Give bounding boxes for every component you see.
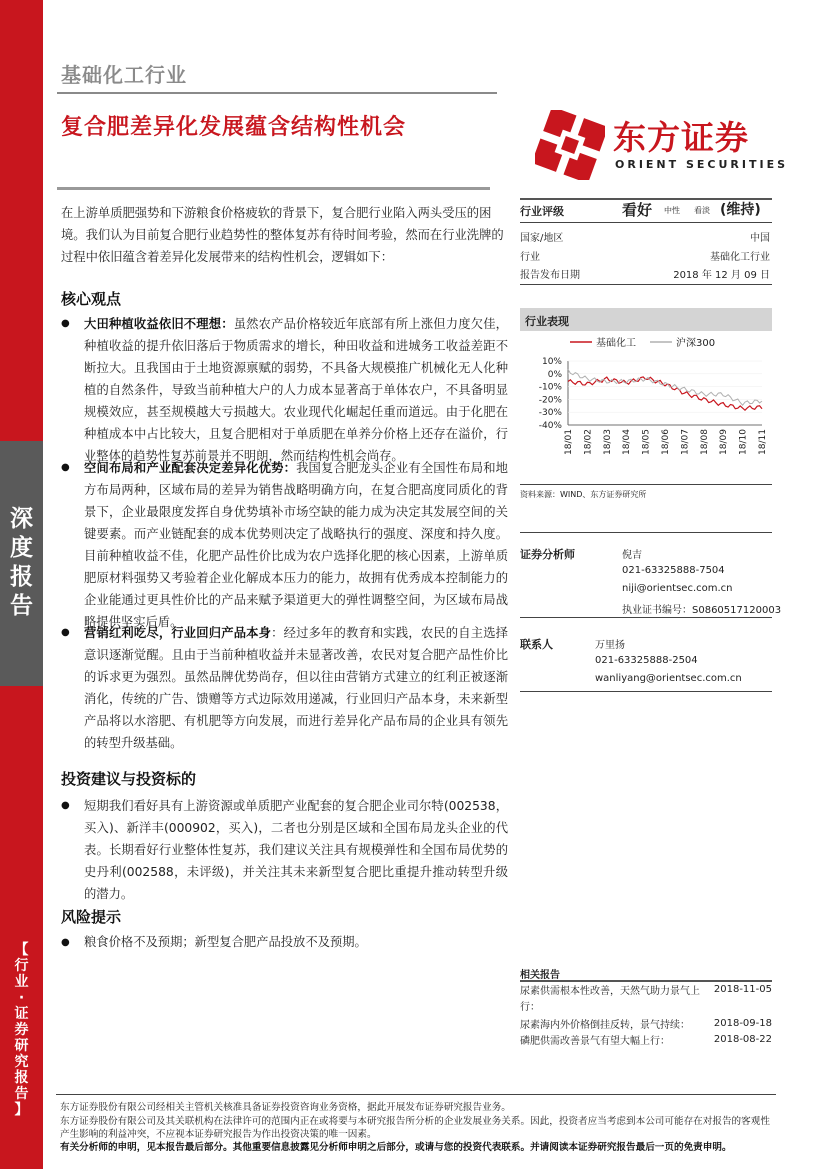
contact-phone: 021-63325888-2504 (595, 655, 698, 666)
header-divider (57, 92, 497, 94)
x-tick-label: 18/07 (680, 429, 691, 455)
industry-label: 行业 (520, 252, 540, 263)
related-report-date: 2018-08-22 (713, 1034, 772, 1045)
core-view-1-text: 虽然农产品价格较近年底部有所上涨但力度欠佳，种植收益的提升依旧落后于物质需求的增长，种田收益和进城务工收益差距不断拉大。且我国由于土地资源禀赋的弱势，不具备大规模推广机械化无人化种植的自然条件，导致当前种植大户的人力成本显著高于单体农户，不具备明显规模效应，甚至规模越大亏损越大。农业现代化崛起任重而道远。由于化肥在种植成本中占比较大，且复合肥相对于单质肥在单养分价格上还存在溢价，行业整体的趋势性复苏前景并不明朗，然而结构性机会尚存。 (84, 317, 508, 463)
industry-name: 基础化工行业 (61, 63, 187, 87)
x-tick-label: 18/10 (738, 429, 749, 455)
core-view-item-2 (84, 457, 508, 633)
core-view-item-1 (84, 313, 508, 467)
bullet-icon: ● (61, 800, 70, 811)
logo-text-en: ORIENT SECURITIES (615, 158, 789, 171)
performance-heading: 行业表现 (525, 315, 569, 328)
rating-bottom-rule (520, 222, 772, 223)
related-report-item[interactable] (520, 1034, 772, 1050)
country-value: 中国 (750, 233, 770, 244)
logo-text-cn: 东方证券 (613, 118, 749, 157)
investment-text: 短期我们看好具有上游资源或单质肥产业配套的复合肥企业司尔特(002538，买入)、新洋丰(000902，买入)，二者也分别是区域和全国布局龙头企业的代表。长期看好行业整体性复苏，我们建议关注具有规模弹性和全国布局优势的史丹利(002588，未评级)，并关注其未来新型复合肥比重提升推动转型升级的潜力。 (84, 799, 508, 901)
chart-grid (568, 361, 762, 425)
analyst-label: 证券分析师 (520, 548, 575, 561)
rating-bearish: 看淡 (694, 206, 710, 215)
chart-x-axis (564, 425, 768, 455)
contact-bottom-rule (520, 691, 772, 692)
analyst-top-rule (520, 532, 772, 533)
x-tick-label: 18/04 (622, 429, 633, 455)
analyst-bottom-rule (520, 617, 772, 618)
rating-status: (维持) (720, 202, 761, 218)
series-line (568, 369, 762, 405)
core-view-item-3 (84, 622, 508, 754)
related-heading: 相关报告 (520, 970, 560, 981)
date-label: 报告发布日期 (520, 270, 580, 281)
y-tick-label: -40% (538, 421, 562, 431)
footer-line-4: 有关分析师的申明，见本报告最后部分。其他重要信息披露见分析师申明之后部分，或请与您的投资代表联系。并请阅读本证券研究报告最后一页的免责申明。 (60, 1142, 732, 1153)
footer-line-1: 东方证券股份有限公司经相关主管机关核准具备证券投资咨询业务资格，据此开展发布证券研究报告业务。 (60, 1102, 511, 1113)
related-report-title: 磷肥供需改善景气有望大幅上行： (520, 1036, 670, 1047)
industry-value: 基础化工行业 (710, 252, 770, 263)
risk-heading: 风险提示 (61, 908, 122, 926)
contact-email[interactable]: wanliyang@orientsec.com.cn (595, 673, 742, 684)
title-divider (57, 187, 490, 190)
footer-line-3: 产生影响的利益冲突，不应视本证券研究报告为作出投资决策的唯一因素。 (60, 1129, 377, 1140)
y-tick-label: 10% (541, 357, 562, 367)
rating-neutral: 中性 (664, 206, 680, 215)
analyst-phone: 021-63325888-7504 (622, 565, 725, 576)
logo-mark-icon (535, 110, 605, 180)
y-tick-label: 0% (547, 369, 562, 380)
analyst-license: 执业证书编号：S0860517120003 (622, 605, 782, 616)
bullet-icon: ● (61, 318, 70, 329)
contact-label: 联系人 (520, 638, 553, 651)
chart-source: 资料来源：WIND、东方证券研究所 (520, 490, 647, 499)
rating-label: 行业评级 (520, 205, 564, 218)
chart-y-axis (539, 357, 568, 431)
x-tick-label: 18/03 (602, 429, 613, 455)
legend-label: 基础化工 (596, 338, 636, 349)
bullet-icon: ● (61, 627, 70, 638)
chart-bottom-rule (520, 484, 772, 485)
performance-chart (520, 333, 772, 483)
x-tick-label: 18/06 (661, 429, 671, 455)
bullet-icon: ● (61, 462, 70, 473)
rating-value: 看好 (622, 201, 653, 219)
country-label: 国家/地区 (520, 233, 564, 244)
x-tick-label: 18/08 (699, 429, 710, 455)
related-report-item[interactable] (520, 1018, 772, 1034)
y-tick-label: -10% (538, 382, 562, 393)
x-tick-label: 18/11 (758, 429, 768, 455)
bullet-icon: ● (61, 937, 70, 948)
x-tick-label: 18/01 (564, 429, 574, 455)
core-view-3-title: 营销红利吃尽，行业回归产品本身 (84, 626, 272, 640)
side-label-deep-report: 深 度 报 告 (10, 506, 33, 619)
y-tick-label: -20% (538, 395, 562, 406)
legend-label: 沪深300 (676, 338, 716, 349)
core-views-heading: 核心观点 (61, 290, 122, 308)
related-report-date: 2018-09-18 (713, 1018, 772, 1029)
core-view-2-title: 空间布局和产业配套决定差异化优势： (84, 461, 297, 475)
related-report-date: 2018-11-05 (713, 984, 772, 995)
core-view-1-title: 大田种植收益依旧不理想： (84, 317, 234, 331)
analyst-name: 倪吉 (622, 550, 642, 561)
summary-paragraph: 在上游单质肥强势和下游粮食价格疲软的背景下，复合肥行业陷入两头受压的困境。我们认为目前复合肥行业趋势性的整体复苏有待时间考验，然而在行业洗牌的过程中依旧蕴含着差异化发展带来的结构性机会，逻辑如下： (61, 206, 504, 264)
chart-series (568, 369, 762, 410)
footer-divider (56, 1094, 776, 1095)
x-tick-label: 18/09 (719, 429, 730, 455)
side-label-report-type: 【 行 业 · 证 券 研 究 报 告 】 (14, 942, 29, 1118)
x-tick-label: 18/02 (583, 429, 594, 455)
related-report-title: 尿素海内外价格倒挂反转，景气持续： (520, 1020, 690, 1031)
related-report-item[interactable] (520, 984, 772, 1016)
x-tick-label: 18/05 (641, 429, 652, 455)
investment-heading: 投资建议与投资标的 (61, 770, 197, 788)
date-value: 2018 年 12 月 09 日 (673, 270, 770, 281)
footer-line-2: 东方证券股份有限公司及其关联机构在法律许可的范围内正在或将要与本研究报告所分析的企业发展业务关系。因此，投资者应当考虑到本公司可能存在对报告的客观性 (60, 1116, 770, 1127)
contact-name: 万里扬 (595, 640, 625, 651)
core-view-3-text: ：经过多年的教育和实践，农民的自主选择意识逐渐觉醒。且由于当前种植收益并未显著改善，农民对复合肥产品性价比的诉求更为强烈。虽然品牌优势尚存，但以往由营销方式建立的红利正被逐渐消化，传统的广告、馈赠等方式边际效用递减，行业回归产品本身，未来新型产品将以水溶肥、有机肥等方向发展，而进行差异化产品布局的企业具有领先的转型升级基础。 (84, 626, 508, 750)
meta-bottom-rule (520, 284, 772, 285)
related-header (520, 963, 772, 982)
related-report-title: 尿素供需根本性改善，天然气助力景气上行： (520, 986, 700, 1013)
chart-legend (570, 336, 715, 349)
core-view-2-text: 我国复合肥龙头企业有全国性布局和地方布局两种，区域布局的差异为销售战略明确方向，在复合肥高度同质化的背景下，企业最限度发挥自身优势填补市场空缺的能力成为决定其发展空间的关键要素。而产业链配套的成本优势则决定了战略执行的强度、深度和持久度。目前种植收益不佳，化肥产品性价比成为农户选择化肥的核心因素，上游单质肥原材料强势又考验着企业化解成本压力的能力，故拥有优秀成本控制能力的企业能通过更具性价比的产品来赋予渠道更大的弹性调整空间，为区域布局战略提供坚实后盾。 (84, 461, 508, 629)
y-tick-label: -30% (538, 408, 562, 419)
risk-text: 粮食价格不及预期；新型复合肥产品投放不及预期。 (84, 935, 367, 949)
series-line (568, 377, 762, 410)
analyst-email[interactable]: niji@orientsec.com.cn (622, 583, 733, 594)
company-logo (535, 110, 789, 180)
page-title: 复合肥差异化发展蕴含结构性机会 (61, 115, 407, 140)
